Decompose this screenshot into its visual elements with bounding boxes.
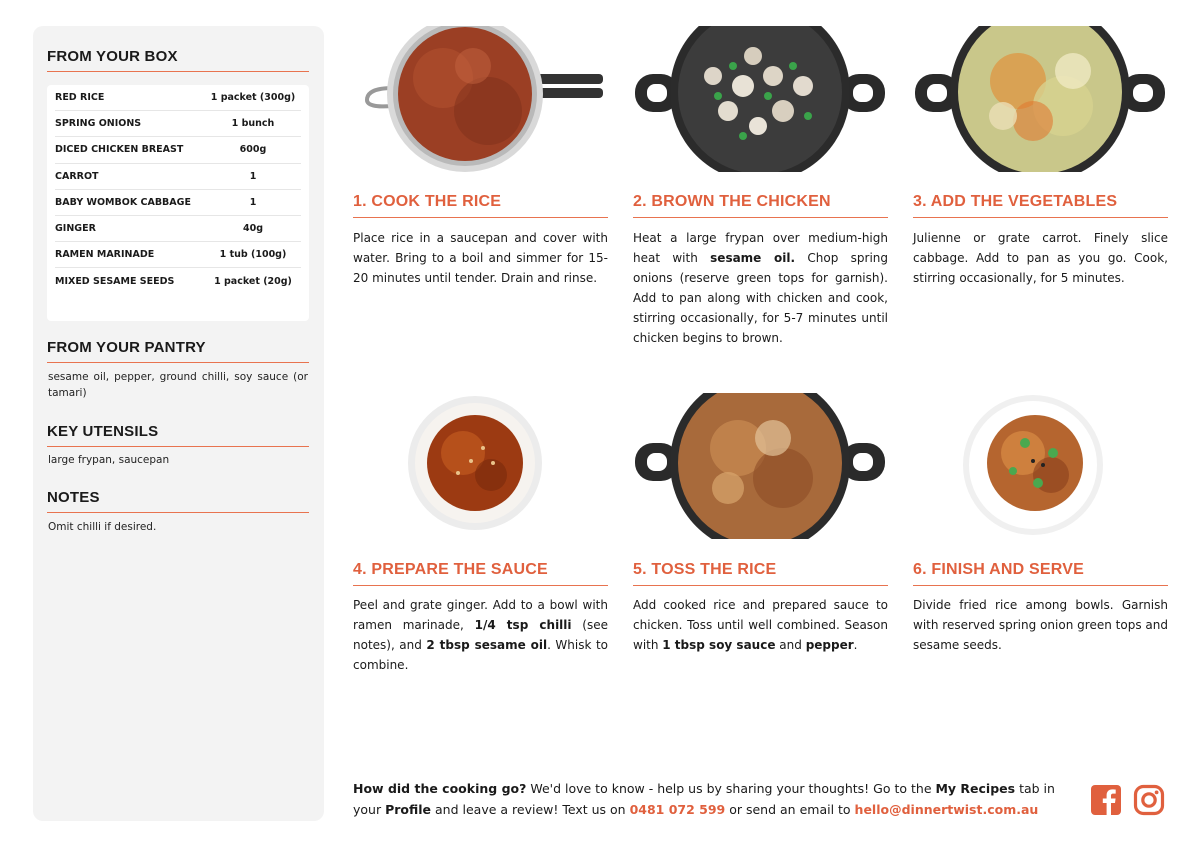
- ingredient-row: [55, 268, 301, 294]
- instagram-icon[interactable]: [1133, 784, 1165, 816]
- ingredient-quantity: 40g: [242, 223, 264, 235]
- step-5-text: Add cooked rice and prepared sauce to chicken. Toss until well combined. Season with 1 tbsp soy sauce and pepper.: [633, 598, 888, 652]
- vegetables-in-pan-image: [913, 26, 1168, 172]
- ingredient-row: [55, 242, 301, 268]
- fried-rice-in-pan-image: [633, 393, 888, 539]
- pantry-list: sesame oil, pepper, ground chilli, soy sauce (or tamari): [48, 371, 308, 399]
- ingredient-name: BABY WOMBOK CABBAGE: [55, 196, 191, 208]
- sauce-bowl-image: [353, 393, 608, 539]
- notes-heading: NOTES: [47, 489, 309, 513]
- ingredient-row: [55, 137, 301, 163]
- ingredient-name: DICED CHICKEN BREAST: [55, 144, 184, 156]
- ingredient-row: [55, 111, 301, 137]
- ingredient-quantity: 1 bunch: [231, 118, 275, 130]
- ingredient-name: RED RICE: [55, 92, 105, 104]
- ingredient-quantity: 1 tub (100g): [219, 249, 287, 261]
- step-2-title: 2. BROWN THE CHICKEN: [633, 193, 888, 218]
- step-1-title: 1. COOK THE RICE: [353, 193, 608, 218]
- ingredient-row: [55, 164, 301, 190]
- step-4-text: Peel and grate ginger. Add to a bowl with ramen marinade, 1/4 tsp chilli (see notes), and 2 tbsp sesame oil. Whisk to combine.: [353, 598, 609, 672]
- plated-dish-image: [913, 393, 1168, 539]
- ingredient-quantity: 600g: [239, 144, 267, 156]
- step-3-text: Julienne or grate carrot. Finely slice cabbage. Add to pan as you go. Cook, stirring occasionally, for 5 minutes.: [913, 231, 1168, 285]
- notes-text: Omit chilli if desired.: [48, 521, 157, 533]
- step-3-title: 3. ADD THE VEGETABLES: [913, 193, 1168, 218]
- email-link[interactable]: hello@dinnertwist.com.au: [854, 802, 1039, 817]
- ingredient-row: [55, 190, 301, 216]
- ingredients-table: [47, 85, 309, 321]
- ingredient-row: [55, 85, 301, 111]
- ingredient-name: SPRING ONIONS: [55, 118, 142, 130]
- step-5-title: 5. TOSS THE RICE: [633, 561, 888, 586]
- ingredient-quantity: 1 packet (300g): [210, 92, 296, 104]
- ingredients-sidebar: [33, 26, 324, 821]
- rice-in-strainer-image: [353, 26, 608, 172]
- key-utensils-heading: KEY UTENSILS: [47, 423, 309, 447]
- from-your-pantry-heading: FROM YOUR PANTRY: [47, 339, 309, 363]
- step-6-text: Divide fried rice among bowls. Garnish with reserved spring onion green tops and sesame seeds.: [913, 598, 1168, 652]
- feedback-footer: How did the cooking go? We'd love to know - help us by sharing your thoughts! Go to the My Recipes tab in your Profile and leave a review! Text us on 0481 072 599 or send an email to hello@dinnertwist.com.au: [353, 781, 1055, 817]
- from-your-box-heading: FROM YOUR BOX: [47, 48, 309, 72]
- ingredient-name: RAMEN MARINADE: [55, 249, 155, 261]
- utensils-list: large frypan, saucepan: [48, 454, 170, 466]
- ingredient-name: GINGER: [55, 223, 96, 235]
- ingredient-row: [55, 216, 301, 242]
- step-4-title: 4. PREPARE THE SAUCE: [353, 561, 608, 586]
- facebook-icon[interactable]: [1090, 784, 1122, 816]
- ingredient-quantity: 1: [249, 196, 257, 208]
- step-1-text: Place rice in a saucepan and cover with water. Bring to a boil and simmer for 15-20 minutes until tender. Drain and rinse.: [353, 231, 608, 285]
- chicken-in-pan-image: [633, 26, 888, 172]
- ingredient-name: MIXED SESAME SEEDS: [55, 275, 175, 287]
- phone-link[interactable]: 0481 072 599: [629, 802, 726, 817]
- ingredient-quantity: 1: [249, 170, 257, 182]
- step-2-text: Heat a large frypan over medium-high heat with sesame oil. Chop spring onions (reserve green tops for garnish). Add to pan along with chicken and cook, stirring occasionally, for 5-7 minutes until chicken begins to brown.: [633, 231, 888, 345]
- ingredient-quantity: 1 packet (20g): [214, 275, 292, 287]
- step-6-title: 6. FINISH AND SERVE: [913, 561, 1168, 586]
- ingredient-name: CARROT: [55, 170, 99, 182]
